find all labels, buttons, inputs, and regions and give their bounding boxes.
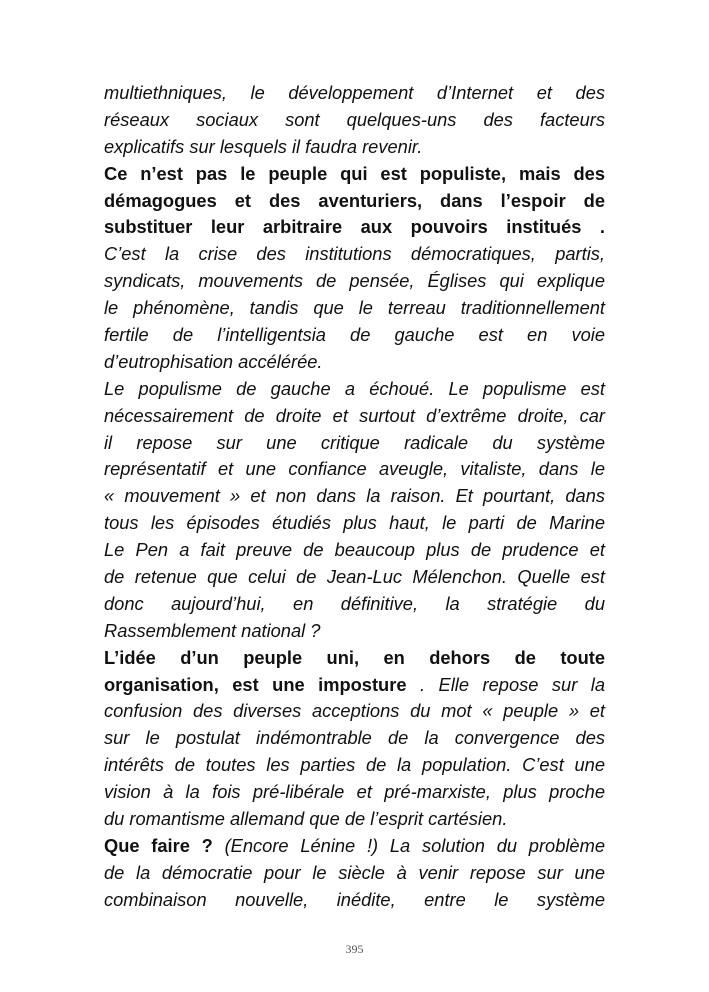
text-line [104,107,605,134]
italic-text: (Encore Lénine !) La solution du problème [212,834,605,856]
italic-text: explicatifs sur lesquels il faudra revenir. [104,135,423,157]
italic-text: représentatif et une confiance aveugle, vitaliste, dans le [104,458,605,480]
italic-text: du romantisme allemand que de l’esprit cartésien. [104,808,508,830]
italic-text: . Elle repose sur la [406,673,605,695]
text-line [104,591,605,618]
italic-text: C’est la crise des institutions démocratiques, partis, [104,243,605,265]
text-line [104,725,605,752]
text-line [104,618,605,645]
italic-text: nécessairement de droite et surtout d’extrême droite, car [104,404,605,426]
text-line [104,403,605,430]
text-line [104,322,605,349]
text-line [104,349,605,376]
page-number: 395 [345,942,364,956]
italic-text: de retenue que celui de Jean-Luc Mélenchon. Quelle est [104,566,605,588]
text-line [104,752,605,779]
text-line [104,698,605,725]
text-line [104,268,605,295]
italic-text: intérêts de toutes les parties de la population. C’est une [104,754,605,776]
italic-text: il repose sur une critique radicale du système [104,431,605,453]
bold-text: L’idée d’un peuple uni, en dehors de toute [104,646,605,668]
italic-text: syndicats, mouvements de pensée, Églises qui explique [104,270,605,292]
text-line [104,860,605,887]
italic-text: tous les épisodes étudiés plus haut, le parti de Marine [104,512,605,534]
bold-text: organisation, est une imposture [104,673,407,695]
text-line [104,779,605,806]
text-line [104,510,605,537]
bold-text: démagogues et des aventuriers, dans l’espoir de [104,189,605,211]
text-line [104,806,605,833]
text-line [104,537,605,564]
text-line [104,80,605,107]
italic-text: sur le postulat indémontrable de la convergence des [104,727,605,749]
text-line [104,645,605,672]
italic-text: combinaison nouvelle, inédite, entre le système [104,888,605,910]
text-line [104,430,605,457]
bold-text: substituer leur arbitraire aux pouvoirs institués . [104,216,605,238]
text-line [104,295,605,322]
text-line [104,214,605,241]
text-line [104,134,605,161]
text-line [104,456,605,483]
italic-text: réseaux sociaux sont quelques-uns des facteurs [104,108,605,130]
bold-text: Ce n’est pas le peuple qui est populiste, mais des [104,162,605,184]
italic-text: confusion des diverses acceptions du mot « peuple » et [104,700,605,722]
body-text [104,80,605,914]
italic-text: d’eutrophisation accélérée. [104,350,323,372]
italic-text: donc aujourd’hui, en définitive, la stratégie du [104,592,605,614]
italic-text: fertile de l’intelligentsia de gauche est en voie [104,324,605,346]
text-line [104,483,605,510]
italic-text: « mouvement » et non dans la raison. Et pourtant, dans [104,485,605,507]
text-line [104,161,605,188]
italic-text: le phénomène, tandis que le terreau traditionnellement [104,297,605,319]
bold-text: Que faire ? [104,834,213,856]
text-line [104,188,605,215]
text-line [104,376,605,403]
italic-text: Rassemblement national ? [104,619,321,641]
text-line [104,564,605,591]
italic-text: vision à la fois pré-libérale et pré-marxiste, plus proche [104,781,605,803]
italic-text: multiethniques, le développement d’Internet et des [104,82,605,103]
text-line [104,672,605,699]
text-line [104,887,605,914]
text-line [104,241,605,268]
italic-text: de la démocratie pour le siècle à venir repose sur une [104,861,605,883]
italic-text: Le Pen a fait preuve de beaucoup plus de prudence et [104,539,605,561]
italic-text: Le populisme de gauche a échoué. Le populisme est [104,377,605,399]
text-line [104,833,605,860]
